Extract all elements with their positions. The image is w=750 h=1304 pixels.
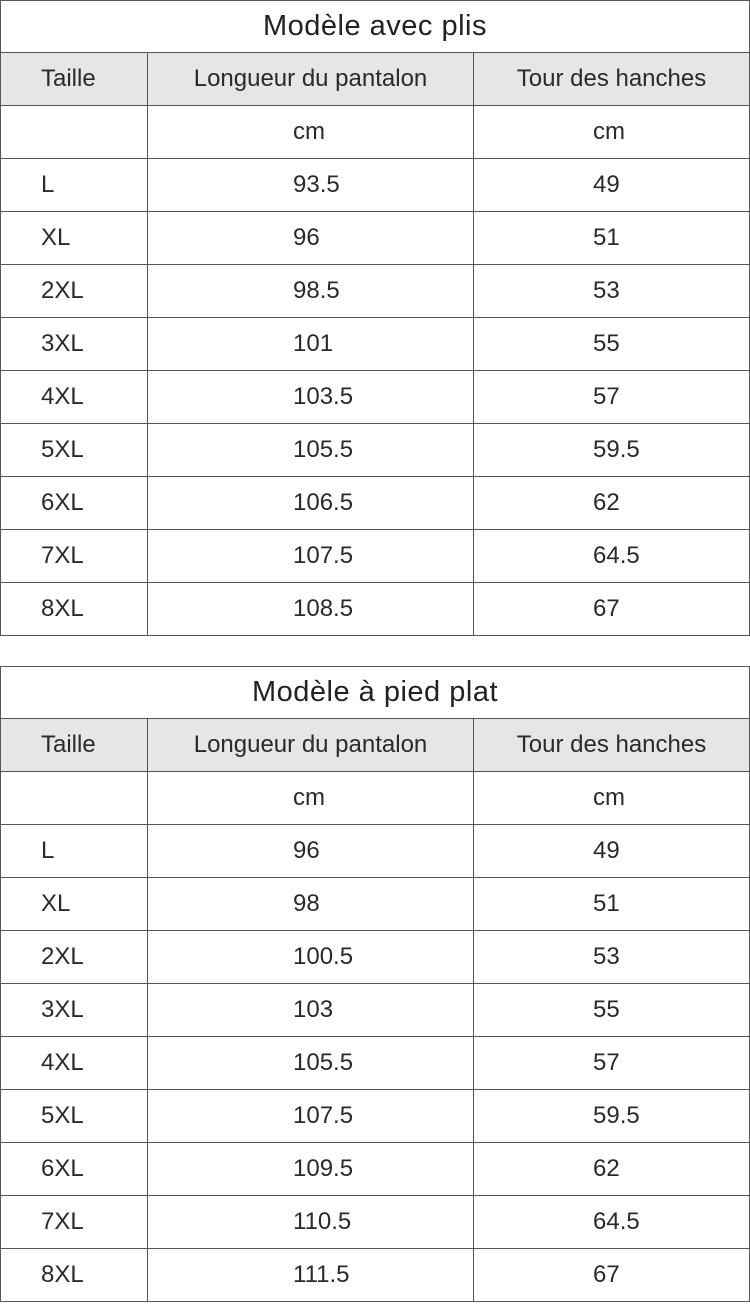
table-row: [1, 530, 749, 583]
cell-size: 2XL: [1, 265, 148, 317]
table-row: [1, 477, 749, 530]
table-row: [1, 1143, 749, 1196]
unit-hip: cm: [593, 118, 625, 145]
cell-length: 101: [148, 318, 474, 370]
cell-size: L: [1, 159, 148, 211]
header-hip: Tour des hanches: [516, 65, 707, 92]
cell-hip: 57: [593, 383, 620, 410]
cell-length: 107.5: [148, 1090, 474, 1142]
unit-row: [1, 106, 749, 159]
cell-hip: 67: [593, 595, 620, 622]
cell-hip: 49: [593, 837, 620, 864]
cell-hip: 59.5: [593, 436, 640, 463]
cell-length: 93.5: [148, 159, 474, 211]
table-row: [1, 424, 749, 477]
chart-title: Modèle avec plis: [1, 0, 749, 53]
cell-size: 7XL: [1, 1196, 148, 1248]
unit-length: cm: [148, 772, 474, 824]
cell-length: 96: [148, 825, 474, 877]
cell-length: 103: [148, 984, 474, 1036]
header-size: Taille: [1, 719, 148, 771]
table-body: [1, 825, 749, 1302]
cell-length: 109.5: [148, 1143, 474, 1195]
cell-hip: 51: [593, 890, 620, 917]
cell-hip: 64.5: [593, 542, 640, 569]
cell-length: 96: [148, 212, 474, 264]
unit-length: cm: [148, 106, 474, 158]
cell-length: 100.5: [148, 931, 474, 983]
table-row: [1, 159, 749, 212]
chart-title: Modèle à pied plat: [1, 666, 749, 719]
table-row: [1, 878, 749, 931]
table-row: [1, 265, 749, 318]
cell-size: 8XL: [1, 1249, 148, 1301]
header-size: Taille: [1, 53, 148, 105]
cell-size: 2XL: [1, 931, 148, 983]
header-hip: Tour des hanches: [516, 731, 707, 758]
cell-length: 106.5: [148, 477, 474, 529]
table-row: [1, 931, 749, 984]
header-length: Longueur du pantalon: [148, 719, 474, 771]
table-row: [1, 1196, 749, 1249]
cell-length: 103.5: [148, 371, 474, 423]
cell-hip: 62: [593, 489, 620, 516]
table-row: [1, 825, 749, 878]
table-body: [1, 159, 749, 636]
cell-size: 7XL: [1, 530, 148, 582]
cell-length: 105.5: [148, 424, 474, 476]
cell-hip: 57: [593, 1049, 620, 1076]
unit-hip: cm: [593, 784, 625, 811]
header-length: Longueur du pantalon: [148, 53, 474, 105]
unit-row: [1, 772, 749, 825]
cell-size: 6XL: [1, 1143, 148, 1195]
cell-hip: 49: [593, 171, 620, 198]
cell-hip: 53: [593, 277, 620, 304]
cell-hip: 59.5: [593, 1102, 640, 1129]
cell-size: XL: [1, 878, 148, 930]
cell-size: 6XL: [1, 477, 148, 529]
cell-size: L: [1, 825, 148, 877]
table-row: [1, 1249, 749, 1302]
cell-length: 98.5: [148, 265, 474, 317]
cell-length: 108.5: [148, 583, 474, 635]
header-row: [1, 719, 749, 772]
cell-size: 5XL: [1, 424, 148, 476]
table-row: [1, 318, 749, 371]
header-row: [1, 53, 749, 106]
table-row: [1, 984, 749, 1037]
cell-size: 5XL: [1, 1090, 148, 1142]
cell-length: 98: [148, 878, 474, 930]
cell-hip: 67: [593, 1261, 620, 1288]
cell-size: 8XL: [1, 583, 148, 635]
table-row: [1, 1037, 749, 1090]
table-row: [1, 212, 749, 265]
size-chart-pleated: [0, 0, 750, 636]
cell-hip: 51: [593, 224, 620, 251]
cell-length: 110.5: [148, 1196, 474, 1248]
cell-length: 111.5: [148, 1249, 474, 1301]
cell-hip: 55: [593, 996, 620, 1023]
unit-size: [1, 772, 148, 824]
cell-hip: 55: [593, 330, 620, 357]
cell-size: 4XL: [1, 1037, 148, 1089]
cell-length: 105.5: [148, 1037, 474, 1089]
table-row: [1, 1090, 749, 1143]
cell-size: 3XL: [1, 984, 148, 1036]
cell-hip: 62: [593, 1155, 620, 1182]
unit-size: [1, 106, 148, 158]
table-row: [1, 583, 749, 636]
cell-hip: 53: [593, 943, 620, 970]
cell-hip: 64.5: [593, 1208, 640, 1235]
table-row: [1, 371, 749, 424]
cell-size: 4XL: [1, 371, 148, 423]
cell-size: 3XL: [1, 318, 148, 370]
cell-size: XL: [1, 212, 148, 264]
size-chart-flat-front: [0, 666, 750, 1302]
cell-length: 107.5: [148, 530, 474, 582]
